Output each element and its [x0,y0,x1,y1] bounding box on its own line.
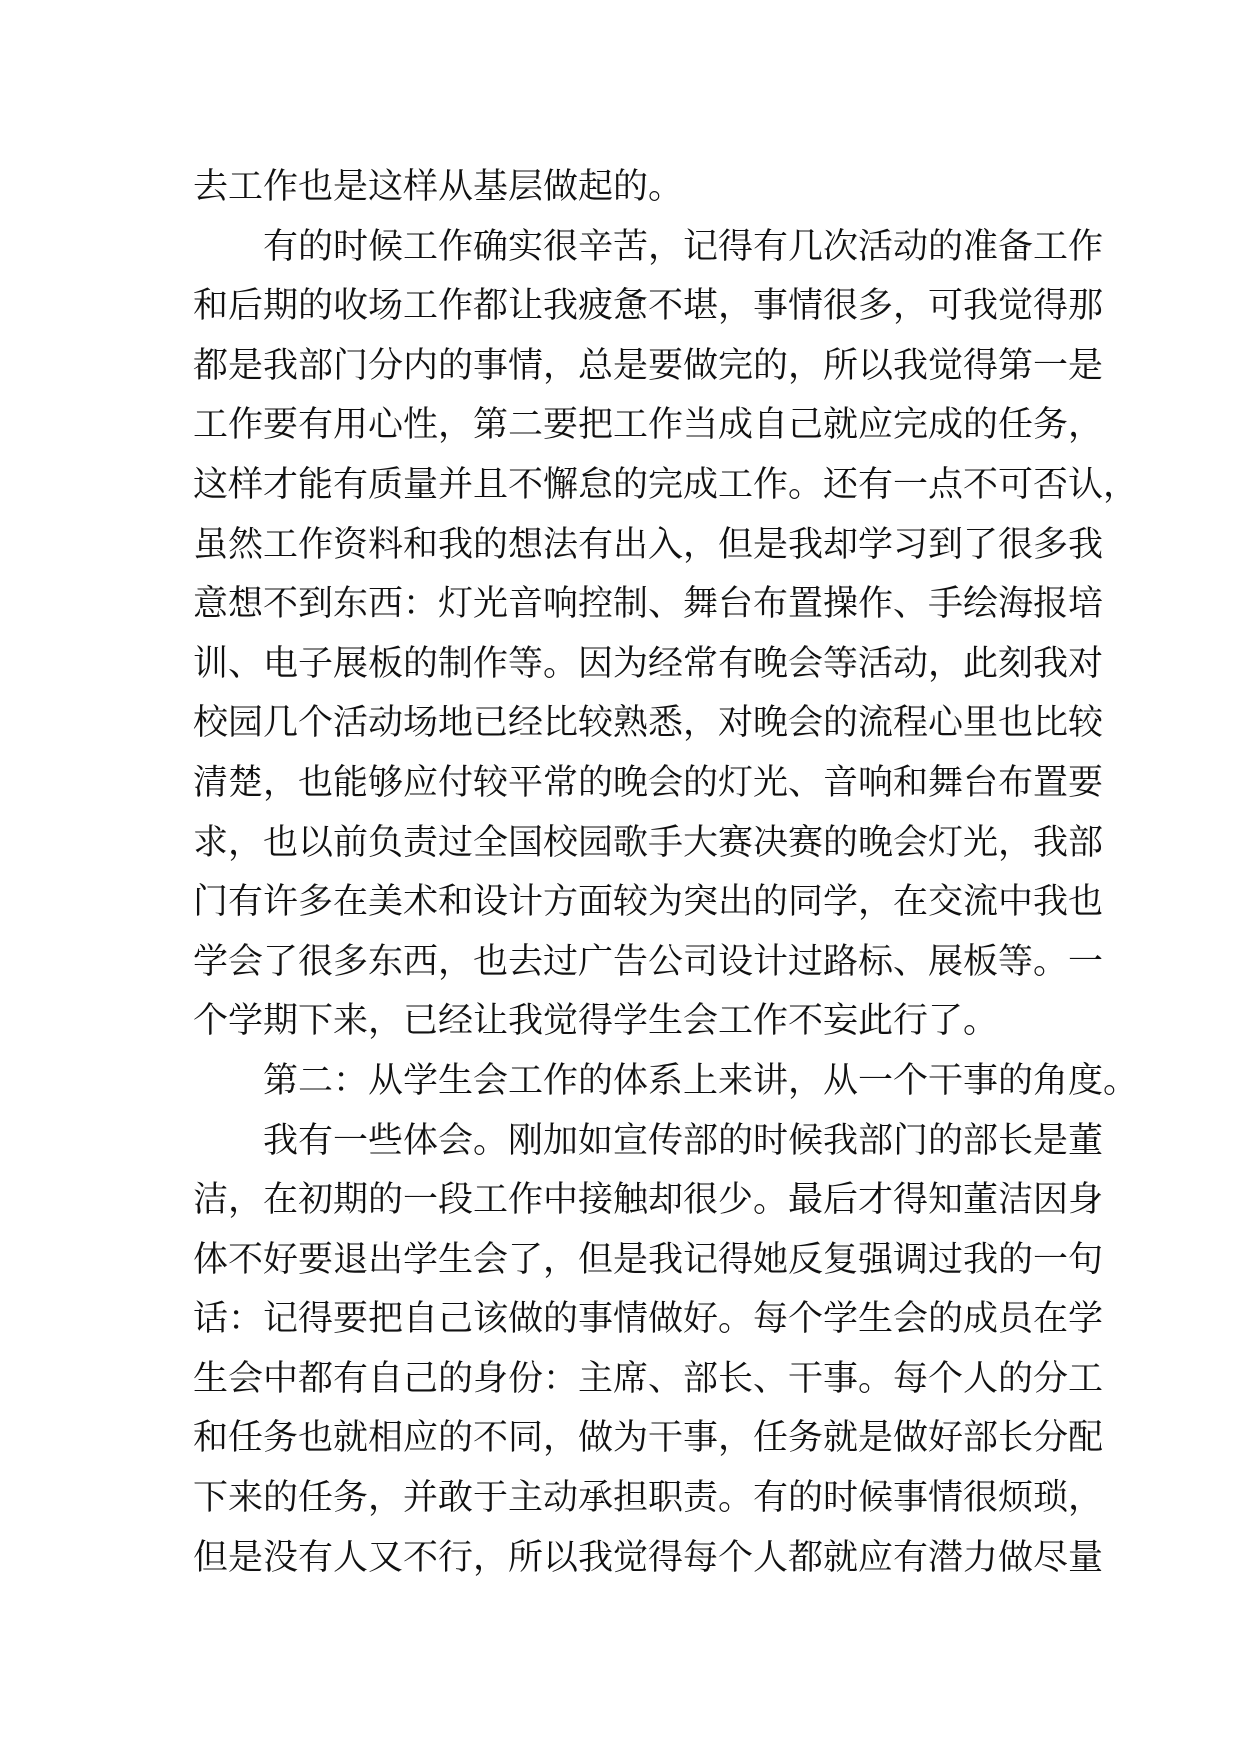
text-line: 第二：从学生会工作的体系上来讲，从一个干事的角度。 [263,1060,1139,1101]
text-line: 求，也以前负责过全国校园歌手大赛决赛的晚会灯光，我部 [193,822,1104,863]
text-line: 洁，在初期的一段工作中接触却很少。最后才得知董洁因身 [193,1180,1104,1221]
text-line: 训、电子展板的制作等。因为经常有晚会等活动，此刻我对 [193,643,1104,684]
text-line: 和后期的收场工作都让我疲惫不堪，事情很多，可我觉得那 [193,286,1104,327]
text-line: 生会中都有自己的身份：主席、部长、干事。每个人的分工 [193,1358,1104,1399]
text-line: 这样才能有质量并且不懈怠的完成工作。还有一点不可否认， [193,464,1139,505]
text-line: 意想不到东西：灯光音响控制、舞台布置操作、手绘海报培 [193,584,1104,625]
text-line: 话：记得要把自己该做的事情做好。每个学生会的成员在学 [193,1299,1104,1340]
text-line: 门有许多在美术和设计方面较为突出的同学，在交流中我也 [193,882,1104,923]
text-line: 清楚，也能够应付较平常的晚会的灯光、音响和舞台布置要 [193,762,1104,803]
text-line: 下来的任务，并敢于主动承担职责。有的时候事情很烦琐， [193,1478,1104,1519]
text-line: 学会了很多东西，也去过广告公司设计过路标、展板等。一 [193,941,1104,982]
text-line: 校园几个活动场地已经比较熟悉，对晚会的流程心里也比较 [193,703,1104,744]
text-line: 有的时候工作确实很辛苦，记得有几次活动的准备工作 [263,226,1104,267]
text-line: 都是我部门分内的事情，总是要做完的，所以我觉得第一是 [193,345,1104,386]
text-line: 我有一些体会。刚加如宣传部的时候我部门的部长是董 [263,1120,1104,1161]
text-line: 个学期下来，已经让我觉得学生会工作不妄此行了。 [193,1001,999,1042]
text-line: 和任务也就相应的不同，做为干事，任务就是做好部长分配 [193,1418,1104,1459]
text-line: 去工作也是这样从基层做起的。 [193,167,684,207]
text-line: 但是没有人又不行，所以我觉得每个人都就应有潜力做尽量 [193,1537,1104,1578]
text-line: 体不好要退出学生会了，但是我记得她反复强调过我的一句 [193,1239,1104,1280]
body-text [193,158,1139,1588]
text-line: 虽然工作资料和我的想法有出入，但是我却学习到了很多我 [193,524,1104,565]
text-line: 工作要有用心性，第二要把工作当成自己就应完成的任务， [193,405,1104,446]
